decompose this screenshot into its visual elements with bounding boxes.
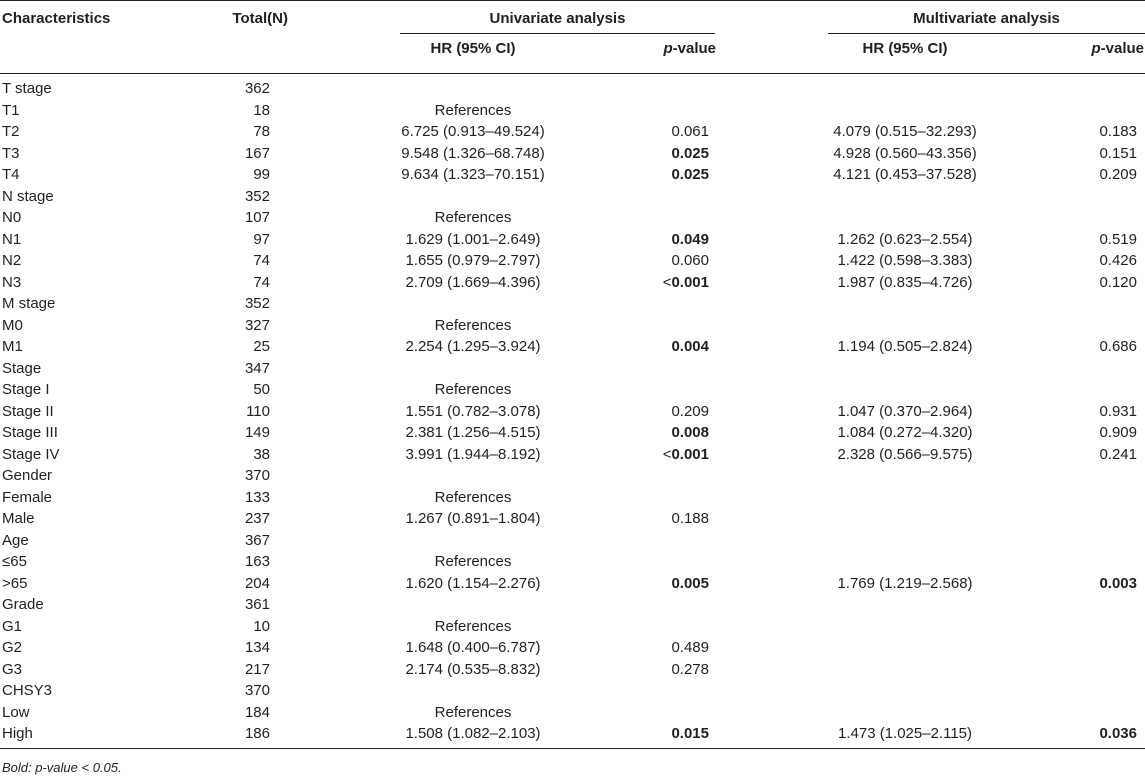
table-row: [0, 551, 1145, 573]
multivariate-pvalue-cell: 0.003: [1099, 574, 1137, 592]
multivariate-pvalue-cell: 0.931: [1099, 402, 1137, 420]
univariate-hr-cell: References: [434, 617, 512, 635]
univariate-hr-cell: 1.648 (0.400–6.787): [405, 639, 541, 656]
total-cell: 38: [253, 445, 270, 463]
pvalue-number: 0.005: [671, 574, 709, 592]
univariate-hr-cell: 6.725 (0.913–49.524): [401, 123, 545, 140]
multivariate-pvalue-cell: 0.120: [1099, 273, 1137, 291]
total-cell: 362: [244, 80, 270, 97]
header-uni-hr: HR (95% CI): [430, 40, 516, 57]
table-row: [0, 250, 1145, 272]
table-row: [0, 616, 1145, 638]
multivariate-hr-cell: 1.194 (0.505–2.824): [837, 338, 973, 355]
table-row: [0, 702, 1145, 724]
header-multivariate: Multivariate analysis: [913, 10, 1060, 27]
total-cell: 367: [244, 531, 270, 549]
table-row: [0, 637, 1145, 659]
characteristic-cell: Age: [2, 531, 29, 549]
header-uni-pvalue: [612, 40, 716, 57]
characteristic-cell: M stage: [2, 295, 56, 312]
multivariate-hr-cell: 1.987 (0.835–4.726): [837, 273, 973, 291]
total-cell: 10: [253, 617, 270, 635]
total-cell: 204: [244, 574, 270, 592]
table-row: [0, 444, 1145, 466]
pvalue-number: 0.025: [671, 166, 709, 183]
p-letter: p: [663, 40, 673, 57]
characteristic-cell: Stage I: [2, 381, 50, 398]
total-cell: 110: [246, 402, 270, 420]
multivariate-hr-cell: 2.328 (0.566–9.575): [837, 445, 973, 463]
univariate-pvalue-cell: [612, 637, 709, 659]
total-cell: 361: [244, 596, 270, 613]
less-than-sign: <: [662, 445, 672, 463]
table-row: [0, 659, 1145, 681]
characteristic-cell: Gender: [2, 467, 53, 484]
total-cell: 107: [244, 209, 270, 226]
total-cell: 347: [244, 359, 270, 377]
pvalue-number: 0.061: [671, 123, 709, 140]
characteristic-cell: N2: [2, 252, 22, 269]
univariate-pvalue-cell: [612, 723, 709, 745]
multivariate-hr-cell: 1.084 (0.272–4.320): [837, 424, 973, 441]
table-row: [0, 315, 1145, 337]
characteristic-cell: T4: [2, 166, 20, 183]
table-row: [0, 723, 1145, 745]
p-letter: p: [1091, 40, 1101, 57]
characteristic-cell: Grade: [2, 596, 44, 613]
total-cell: 149: [244, 424, 270, 441]
multivariate-hr-cell: 4.079 (0.515–32.293): [833, 123, 977, 140]
total-cell: 370: [244, 682, 270, 699]
total-cell: 186: [244, 725, 270, 742]
characteristic-cell: Stage III: [2, 424, 58, 441]
multivariate-pvalue-cell: 0.686: [1099, 338, 1137, 355]
p-suffix: -value: [1100, 40, 1144, 57]
univariate-pvalue-cell: [612, 444, 709, 466]
pvalue-number: 0.209: [671, 402, 709, 420]
univariate-hr-cell: 9.548 (1.326–68.748): [401, 144, 545, 162]
total-cell: 370: [244, 467, 270, 484]
univariate-pvalue-cell: [612, 508, 709, 530]
header-multi-hr: HR (95% CI): [862, 40, 948, 57]
header-multi-pvalue: [1040, 40, 1144, 57]
table-row: [0, 121, 1145, 143]
univariate-hr-cell: References: [434, 101, 512, 119]
univariate-pvalue-cell: [612, 401, 709, 423]
table-row: [0, 487, 1145, 509]
table-row: [0, 573, 1145, 595]
table-row: [0, 594, 1145, 616]
univariate-hr-cell: 2.709 (1.669–4.396): [405, 273, 541, 291]
header-rule: [0, 73, 1145, 74]
total-cell: 184: [244, 703, 270, 721]
p-suffix: -value: [672, 40, 716, 57]
characteristic-cell: N1: [2, 230, 22, 248]
univariate-pvalue-cell: [612, 422, 709, 444]
multivariate-hr-cell: 1.262 (0.623–2.554): [837, 230, 973, 248]
table-row: [0, 379, 1145, 401]
characteristic-cell: High: [2, 725, 33, 742]
total-cell: 163: [244, 553, 270, 570]
characteristic-cell: N0: [2, 209, 22, 226]
univariate-pvalue-cell: [612, 229, 709, 251]
multivariate-pvalue-cell: 0.183: [1099, 123, 1137, 140]
multivariate-pvalue-cell: 0.426: [1099, 252, 1137, 269]
footnote: [2, 760, 122, 775]
univariate-pvalue-cell: [612, 573, 709, 595]
multivariate-pvalue-cell: 0.209: [1099, 166, 1137, 183]
univariate-hr-cell: 2.381 (1.256–4.515): [405, 424, 541, 441]
univariate-hr-cell: References: [434, 209, 512, 226]
table-row: [0, 358, 1145, 380]
univariate-hr-cell: 3.991 (1.944–8.192): [405, 445, 541, 463]
univariate-hr-cell: References: [434, 488, 512, 506]
table-row: [0, 143, 1145, 165]
multivariate-pvalue-cell: 0.241: [1099, 445, 1137, 463]
characteristic-cell: T3: [2, 144, 20, 162]
total-cell: 74: [253, 252, 270, 269]
pvalue-number: 0.008: [671, 424, 709, 441]
multivariate-pvalue-cell: 0.151: [1099, 144, 1137, 162]
table-row: [0, 422, 1145, 444]
top-rule: [0, 0, 1145, 1]
univariate-hr-cell: References: [434, 553, 512, 570]
total-cell: 74: [253, 273, 270, 291]
table-row: [0, 530, 1145, 552]
bottom-rule: [0, 748, 1145, 749]
total-cell: 134: [244, 639, 270, 656]
pvalue-number: 0.004: [671, 338, 709, 355]
total-cell: 217: [244, 660, 270, 678]
characteristic-cell: Female: [2, 488, 53, 506]
header-characteristics: Characteristics: [2, 10, 111, 27]
total-cell: 78: [253, 123, 270, 140]
univariate-hr-cell: 2.254 (1.295–3.924): [405, 338, 541, 355]
multivariate-hr-cell: 1.769 (1.219–2.568): [837, 574, 973, 592]
univariate-pvalue-cell: [612, 143, 709, 165]
characteristic-cell: Low: [2, 703, 30, 721]
table-body: [0, 78, 1145, 745]
univariate-hr-cell: 1.267 (0.891–1.804): [405, 510, 541, 527]
multivariate-pvalue-cell: 0.909: [1099, 424, 1137, 441]
total-cell: 99: [253, 166, 270, 183]
total-cell: 327: [244, 316, 270, 334]
multivariate-hr-cell: 1.422 (0.598–3.383): [837, 252, 973, 269]
characteristic-cell: >65: [2, 574, 28, 592]
table-row: [0, 401, 1145, 423]
univariate-hr-cell: 9.634 (1.323–70.151): [401, 166, 545, 183]
table-row: [0, 272, 1145, 294]
univariate-hr-cell: 1.551 (0.782–3.078): [405, 402, 541, 420]
characteristic-cell: M1: [2, 338, 23, 355]
table-row: [0, 186, 1145, 208]
table-row: [0, 508, 1145, 530]
univariate-hr-cell: 1.629 (1.001–2.649): [405, 230, 541, 248]
table-row: [0, 336, 1145, 358]
total-cell: 167: [244, 144, 270, 162]
univariate-pvalue-cell: [612, 272, 709, 294]
characteristic-cell: Stage: [2, 359, 42, 377]
pvalue-number: 0.489: [671, 639, 709, 656]
multivariate-pvalue-cell: 0.519: [1099, 230, 1137, 248]
characteristic-cell: T stage: [2, 80, 52, 97]
univariate-hr-cell: References: [434, 703, 512, 721]
table-row: [0, 293, 1145, 315]
univariate-hr-cell: 1.508 (1.082–2.103): [405, 725, 541, 742]
pvalue-number: 0.025: [671, 144, 709, 162]
univariate-hr-cell: 2.174 (0.535–8.832): [405, 660, 541, 678]
total-cell: 237: [244, 510, 270, 527]
univariate-pvalue-cell: [612, 659, 709, 681]
characteristic-cell: N3: [2, 273, 22, 291]
characteristic-cell: G3: [2, 660, 23, 678]
multivariate-hr-cell: 1.473 (1.025–2.115): [838, 725, 972, 742]
characteristic-cell: CHSY3: [2, 682, 53, 699]
characteristic-cell: G1: [2, 617, 23, 635]
header-univariate: Univariate analysis: [489, 10, 626, 27]
multivariate-hr-cell: 4.121 (0.453–37.528): [833, 166, 977, 183]
table-row: [0, 680, 1145, 702]
total-cell: 133: [244, 488, 270, 506]
less-than-sign: <: [662, 273, 672, 291]
characteristic-cell: T1: [2, 101, 20, 119]
table-row: [0, 207, 1145, 229]
pvalue-number: 0.278: [671, 660, 709, 678]
univariate-hr-cell: References: [434, 381, 512, 398]
characteristic-cell: ≤65: [2, 553, 27, 570]
total-cell: 18: [253, 101, 270, 119]
total-cell: 352: [244, 295, 270, 312]
univariate-pvalue-cell: [612, 164, 709, 186]
multivariate-hr-cell: 1.047 (0.370–2.964): [837, 402, 973, 420]
pvalue-number: 0.001: [671, 445, 709, 463]
pvalue-number: 0.188: [671, 510, 709, 527]
table-row: [0, 78, 1145, 100]
total-cell: 97: [253, 230, 270, 248]
characteristic-cell: T2: [2, 123, 20, 140]
multivariate-hr-cell: 4.928 (0.560–43.356): [833, 144, 977, 162]
univariate-pvalue-cell: [612, 121, 709, 143]
table-row: [0, 164, 1145, 186]
univariate-rule: [400, 33, 715, 34]
univariate-hr-cell: 1.655 (0.979–2.797): [405, 252, 541, 269]
total-cell: 25: [253, 338, 270, 355]
characteristic-cell: Stage II: [2, 402, 54, 420]
table-row: [0, 100, 1145, 122]
univariate-hr-cell: 1.620 (1.154–2.276): [405, 574, 541, 592]
header-total: Total(N): [232, 10, 288, 27]
characteristic-cell: Stage IV: [2, 445, 60, 463]
total-cell: 50: [253, 381, 270, 398]
pvalue-number: 0.049: [671, 230, 709, 248]
univariate-pvalue-cell: [612, 336, 709, 358]
characteristic-cell: Male: [2, 510, 35, 527]
characteristic-cell: N stage: [2, 187, 54, 205]
footnote-text: p-value < 0.05.: [31, 760, 122, 775]
univariate-pvalue-cell: [612, 250, 709, 272]
pvalue-number: 0.060: [671, 252, 709, 269]
characteristic-cell: M0: [2, 316, 23, 334]
table-row: [0, 229, 1145, 251]
characteristic-cell: G2: [2, 639, 23, 656]
table-row: [0, 465, 1145, 487]
pvalue-number: 0.015: [671, 725, 709, 742]
univariate-hr-cell: References: [434, 316, 512, 334]
footnote-bold-label: Bold:: [2, 760, 32, 775]
pvalue-number: 0.001: [671, 273, 709, 291]
multivariate-pvalue-cell: 0.036: [1099, 725, 1137, 742]
total-cell: 352: [244, 187, 270, 205]
multivariate-rule: [828, 33, 1145, 34]
